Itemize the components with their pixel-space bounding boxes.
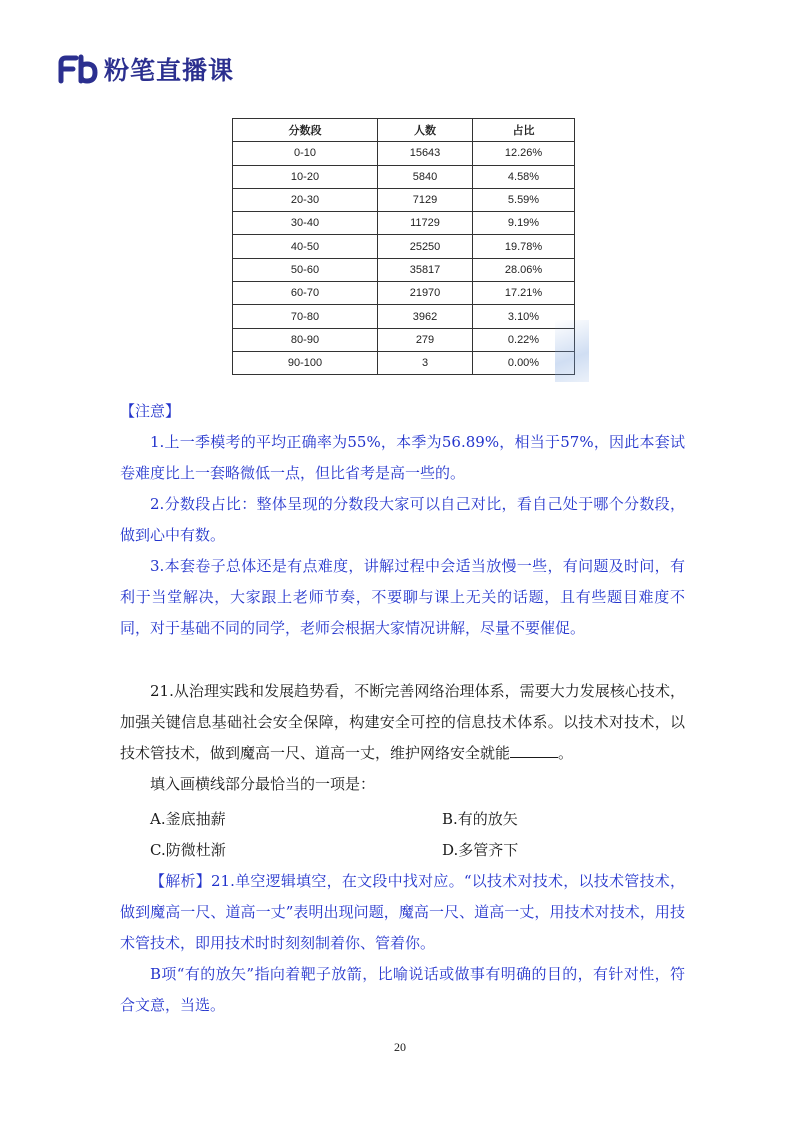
table-row — [233, 212, 575, 235]
cell-percentage: 28.06% — [473, 258, 575, 281]
note-item-1: 1.上一季模考的平均正确率为55%，本季为56.89%，相当于57%，因此本套试卷难度比上一套略微低一点，但比省考是高一些的。 — [120, 433, 685, 482]
table-row — [233, 165, 575, 188]
analysis-paragraph-1: 【解析】21.单空逻辑填空，在文段中找对应。“以技术对技术，以技术管技术，做到魔高一尺、道高一丈”表明出现问题，魔高一尺、道高一丈，用技术对技术，用技术管技术，即用技术时时刻刻制着你、管着你。 — [120, 872, 685, 952]
note-item-2: 2.分数段占比：整体呈现的分数段大家可以自己对比，看自己处于哪个分数段，做到心中有数。 — [120, 495, 685, 544]
cell-range: 70-80 — [233, 305, 378, 328]
cell-count: 5840 — [378, 165, 473, 188]
cell-percentage: 19.78% — [473, 235, 575, 258]
cell-percentage: 4.58% — [473, 165, 575, 188]
cell-percentage: 17.21% — [473, 282, 575, 305]
cell-percentage: 5.59% — [473, 188, 575, 211]
watermark-decoration — [555, 320, 589, 382]
score-distribution-table — [232, 118, 575, 375]
cell-percentage: 9.19% — [473, 212, 575, 235]
table-row — [233, 282, 575, 305]
table-row — [233, 142, 575, 165]
header-count: 人数 — [378, 119, 473, 142]
header-score-range: 分数段 — [233, 119, 378, 142]
cell-count: 25250 — [378, 235, 473, 258]
option-b: B.有的放矢 — [442, 810, 518, 828]
notes-title: 【注意】 — [120, 402, 181, 420]
table-row — [233, 258, 575, 281]
table-row — [233, 351, 575, 374]
cell-range: 20-30 — [233, 188, 378, 211]
cell-percentage: 12.26% — [473, 142, 575, 165]
brand-logo — [58, 52, 234, 86]
analysis-paragraph-2: B项“有的放矢”指向着靶子放箭，比喻说话或做事有明确的目的，有针对性，符合文意，当选。 — [120, 965, 685, 1014]
question-stem — [120, 676, 685, 769]
cell-range: 30-40 — [233, 212, 378, 235]
cell-count: 35817 — [378, 258, 473, 281]
cell-count: 15643 — [378, 142, 473, 165]
cell-count: 3 — [378, 351, 473, 374]
logo-text: 粉笔直播课 — [104, 56, 235, 85]
table-row — [233, 235, 575, 258]
cell-range: 0-10 — [233, 142, 378, 165]
header-percentage: 占比 — [473, 119, 575, 142]
page-number: 20 — [394, 1040, 406, 1054]
question-stem-end: 。 — [558, 744, 574, 762]
table-row — [233, 305, 575, 328]
option-c: C.防微杜渐 — [150, 841, 226, 859]
cell-percentage: 0.00% — [473, 351, 575, 374]
table-header-row — [233, 119, 575, 142]
fb-logo-icon — [58, 54, 98, 84]
cell-percentage: 3.10% — [473, 305, 575, 328]
table-row — [233, 328, 575, 351]
cell-count: 21970 — [378, 282, 473, 305]
cell-count: 3962 — [378, 305, 473, 328]
answer-blank — [510, 743, 558, 758]
option-d: D.多管齐下 — [442, 841, 519, 859]
cell-range: 10-20 — [233, 165, 378, 188]
score-table-container — [232, 118, 575, 375]
question-prompt: 填入画横线部分最恰当的一项是： — [150, 775, 376, 793]
cell-range: 90-100 — [233, 351, 378, 374]
question-stem-text: 21.从治理实践和发展趋势看，不断完善网络治理体系，需要大力发展核心技术，加强关键信息基础社会安全保障，构建安全可控的信息技术体系。以技术对技术，以技术管技术，做到魔高一尺、道高一丈，维护网络安全就能 — [120, 682, 685, 762]
table-row — [233, 188, 575, 211]
cell-range: 80-90 — [233, 328, 378, 351]
cell-range: 50-60 — [233, 258, 378, 281]
cell-count: 11729 — [378, 212, 473, 235]
option-a: A.釜底抽薪 — [150, 810, 226, 828]
cell-range: 60-70 — [233, 282, 378, 305]
note-item-3: 3.本套卷子总体还是有点难度，讲解过程中会适当放慢一些，有问题及时问，有利于当堂解决，大家跟上老师节奏，不要聊与课上无关的话题，且有些题目难度不同，对于基础不同的同学，老师会根据大家情况讲解，尽量不要催促。 — [120, 557, 685, 637]
cell-percentage: 0.22% — [473, 328, 575, 351]
cell-count: 279 — [378, 328, 473, 351]
cell-count: 7129 — [378, 188, 473, 211]
cell-range: 40-50 — [233, 235, 378, 258]
